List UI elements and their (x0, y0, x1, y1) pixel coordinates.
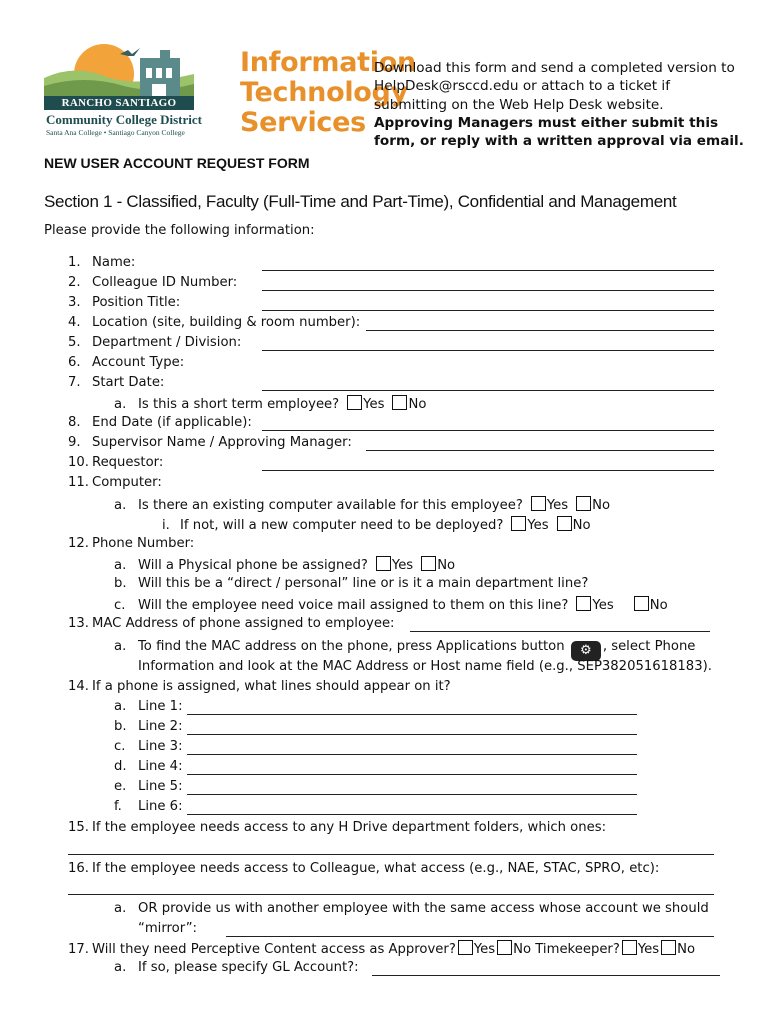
item-label: Line 6: (138, 799, 183, 814)
no-checkbox[interactable] (421, 556, 436, 571)
item-name (68, 255, 135, 271)
item-label: Start Date: (92, 375, 165, 390)
item-number: 13. (68, 616, 89, 631)
item-department (68, 335, 241, 351)
requestor-field[interactable] (262, 458, 714, 471)
item-label: Requestor: (92, 455, 164, 470)
yes-label: Yes (391, 558, 414, 573)
yes-checkbox[interactable] (531, 496, 546, 511)
no-checkbox[interactable] (634, 596, 649, 611)
item-label-cont: , select Phone (602, 639, 696, 654)
item-number: a. (114, 558, 127, 573)
item-start-date (68, 375, 164, 391)
item-number: 3. (68, 295, 81, 310)
item-number: 17. (68, 942, 89, 957)
item-label: Line 3: (138, 739, 183, 754)
item-number: i. (162, 518, 170, 533)
item-number: 9. (68, 435, 81, 450)
rsccd-its-logo (44, 44, 416, 142)
section-title: Section 1 - Classified, Faculty (Full-Time and Part-Time), Confidential and Management (44, 192, 677, 211)
item-label: OR provide us with another employee with the same access whose account we should (138, 901, 709, 916)
item-existing-computer (114, 496, 610, 514)
item-mac-instructions-line2: Information and look at the MAC Address or Host name field (e.g., SEP382051618183). (138, 659, 712, 674)
item-phone-number (68, 536, 194, 552)
item-number: 10. (68, 455, 89, 470)
yes-label: Yes (546, 498, 569, 513)
intro-text-block (374, 59, 746, 150)
item-number: 14. (68, 679, 89, 694)
item-mirror-label: “mirror”: (138, 921, 197, 936)
mac-address-field[interactable] (410, 619, 710, 632)
yes-label: Yes (637, 942, 660, 957)
item-label: Line 4: (138, 759, 183, 774)
item-position-title (68, 295, 180, 311)
yes-checkbox[interactable] (347, 395, 362, 410)
item-number: b. (114, 576, 127, 591)
line-6-field[interactable] (187, 802, 637, 815)
item-number: 16. (68, 861, 89, 876)
item-label: If the employee needs access to any H Drive department folders, which ones: (92, 820, 607, 835)
line-3-field[interactable] (187, 742, 637, 755)
mirror-field[interactable] (226, 924, 714, 937)
no-checkbox[interactable] (557, 516, 572, 531)
item-label: Phone Number: (92, 536, 195, 551)
item-label: Line 1: (138, 699, 183, 714)
item-number: 4. (68, 315, 81, 330)
item-supervisor (68, 435, 352, 451)
item-label: Position Title: (92, 295, 181, 310)
item-number: c. (114, 598, 126, 613)
no-label: No (572, 518, 591, 533)
item-number: b. (114, 719, 127, 734)
yes-checkbox[interactable] (376, 556, 391, 571)
line-2-field[interactable] (187, 722, 637, 735)
yes-label: Yes (363, 397, 385, 412)
item-requestor (68, 455, 163, 471)
item-number: a. (114, 901, 127, 916)
approver-no-checkbox[interactable] (497, 940, 512, 955)
no-label: No (677, 942, 696, 957)
item-number: a. (114, 699, 127, 714)
dept-name-line3: Services (240, 107, 366, 138)
yes-label: Yes (592, 598, 614, 613)
item-short-term (114, 395, 426, 413)
gl-account-field[interactable] (372, 963, 720, 976)
applications-gear-icon: ⚙ (571, 641, 601, 661)
item-colleague-access (68, 861, 659, 877)
item-label: If a phone is assigned, what lines should appear on it? (92, 679, 451, 694)
department-field[interactable] (262, 338, 714, 351)
item-label: Supervisor Name / Approving Manager: (92, 435, 352, 450)
item-label: Is this a short term employee? (138, 397, 340, 412)
approver-yes-checkbox[interactable] (458, 940, 473, 955)
yes-label: Yes (473, 942, 496, 957)
no-label: No (408, 397, 427, 412)
item-computer (68, 475, 162, 491)
item-number: 2. (68, 275, 81, 290)
item-label: Line 5: (138, 779, 183, 794)
item-label: Colleague ID Number: (92, 275, 238, 290)
item-number: a. (114, 639, 127, 654)
item-number: f. (114, 799, 122, 814)
yes-label: Yes (527, 518, 549, 533)
no-label: No (649, 598, 668, 613)
item-label: Location (site, building & room number): (92, 315, 361, 330)
item-label: Department / Division: (92, 335, 242, 350)
position-title-field[interactable] (262, 298, 714, 311)
item-mac-address (68, 616, 395, 632)
instructions: Please provide the following information: (44, 223, 315, 238)
line-item (114, 719, 183, 735)
item-number: 5. (68, 335, 81, 350)
timekeeper-yes-checkbox[interactable] (622, 940, 637, 955)
item-label: If so, please specify GL Account?: (138, 960, 359, 975)
line-item (114, 799, 183, 815)
intro-text: Download this form and send a completed version to HelpDesk@rsccd.edu or attach to a ticket if submitting on the Web Help Desk website. (374, 60, 735, 113)
line-5-field[interactable] (187, 782, 637, 795)
name-field[interactable] (262, 258, 714, 271)
logo-landscape-icon (44, 44, 194, 100)
colleague-id-field[interactable] (262, 278, 714, 291)
item-label: Will this be a “direct / personal” line or is it a main department line? (138, 576, 589, 591)
no-label: No (513, 942, 532, 957)
intro-bold-text: Approving Managers must either submit this form, or reply with a written approval via email. (374, 114, 744, 150)
item-label: Will a Physical phone be assigned? (138, 558, 368, 573)
item-number: 1. (68, 255, 81, 270)
dept-name-line2: Technology (240, 77, 408, 108)
location-field[interactable] (366, 318, 714, 331)
item-voicemail (114, 596, 668, 614)
item-number: c. (114, 739, 126, 754)
start-date-field[interactable] (262, 378, 714, 391)
item-number: a. (114, 498, 127, 513)
line-item (114, 759, 183, 775)
item-label: Will they need Perceptive Content access as Approver? (92, 942, 456, 957)
dept-name-line1: Information (240, 47, 416, 78)
item-label: MAC Address of phone assigned to employee: (92, 616, 395, 631)
item-label: Account Type: (92, 355, 185, 370)
item-label: Line 2: (138, 719, 183, 734)
supervisor-field[interactable] (366, 438, 714, 451)
item-label: End Date (if applicable): (92, 415, 252, 430)
item-number: d. (114, 759, 127, 774)
item-number: a. (114, 960, 127, 975)
no-label: No (437, 558, 456, 573)
college-campuses: Santa Ana College • Santiago Canyon College (46, 128, 185, 137)
item-mirror-account (114, 901, 709, 917)
item-number: a. (114, 397, 127, 412)
item-end-date (68, 415, 252, 431)
line-1-field[interactable] (187, 702, 637, 715)
colleague-access-field[interactable] (68, 882, 714, 895)
item-number: 15. (68, 820, 89, 835)
item-label: If the employee needs access to Colleague, what access (e.g., NAE, STAC, SPRO, etc): (92, 861, 660, 876)
item-label: Is there an existing computer available for this employee? (138, 498, 523, 513)
item-line-type (114, 576, 588, 592)
item-label: If not, will a new computer need to be deployed? (180, 518, 504, 533)
item-perceptive (68, 940, 695, 958)
item-new-computer (162, 516, 591, 534)
item-number: 7. (68, 375, 81, 390)
item-number: 11. (68, 475, 89, 490)
item-label: Name: (92, 255, 136, 270)
item-location (68, 315, 360, 331)
line-4-field[interactable] (187, 762, 637, 775)
no-checkbox[interactable] (392, 395, 407, 410)
yes-checkbox[interactable] (511, 516, 526, 531)
item-gl-account (114, 960, 359, 976)
line-item (114, 739, 183, 755)
college-district-name: Community College District (46, 112, 202, 127)
line-item (114, 779, 183, 795)
item-physical-phone (114, 556, 455, 574)
item-number: 12. (68, 536, 89, 551)
timekeeper-no-checkbox[interactable] (661, 940, 676, 955)
item-account-type (68, 355, 184, 371)
item-number: 6. (68, 355, 81, 370)
item-label: Computer: (92, 475, 162, 490)
item-label: Will the employee need voice mail assigned to them on this line? (138, 598, 569, 613)
timekeeper-label: Timekeeper? (535, 942, 620, 957)
item-h-drive (68, 820, 606, 836)
yes-checkbox[interactable] (576, 596, 591, 611)
no-label: No (592, 498, 611, 513)
h-drive-field[interactable] (68, 842, 714, 855)
college-name-banner: RANCHO SANTIAGO (44, 96, 194, 110)
item-mac-instructions (114, 639, 695, 661)
item-label: To find the MAC address on the phone, press Applications button (138, 639, 565, 654)
line-item (114, 699, 183, 715)
item-phone-lines (68, 679, 451, 695)
end-date-field[interactable] (262, 418, 714, 431)
item-number: 8. (68, 415, 81, 430)
form-title: NEW USER ACCOUNT REQUEST FORM (44, 155, 310, 171)
item-colleague-id (68, 275, 237, 291)
no-checkbox[interactable] (576, 496, 591, 511)
item-number: e. (114, 779, 127, 794)
